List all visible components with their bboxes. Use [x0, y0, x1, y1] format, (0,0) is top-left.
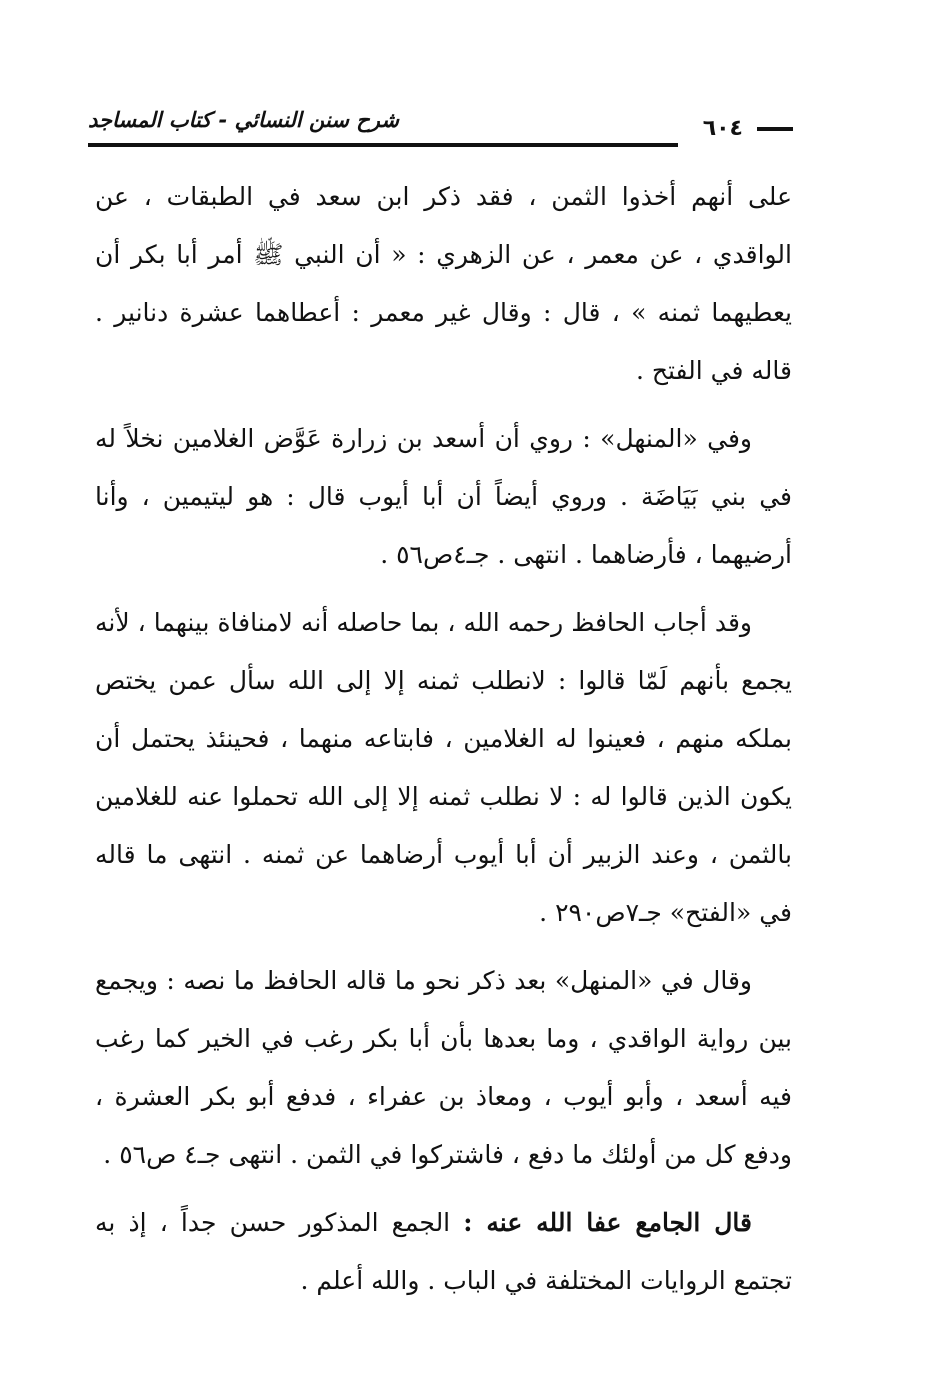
paragraph-3: وقد أجاب الحافظ رحمه الله ، بما حاصله أنه لامنافاة بينهما ، لأنه يجمع بأنهم لَمّا قالوا : لانطلب ثمنه إلا إلى الله سأل عمن يختص بملكه منهم ، فعينوا له الغلامين ، فابتاعه منهما ، فحينئذ يحتمل أن يكون الذين قالوا له : لا نطلب ثمنه إلا إلى الله تحملوا عنه للغلامين بالثمن ، وعند الزبير أن أبا أيوب أرضاهما عن ثمنه . انتهى ما قاله في «الفتح» جـ٧ص٢٩٠ . — [95, 608, 792, 927]
page-number-group — [703, 116, 793, 141]
compiler-note-lead: قال الجامع عفا الله عنه : — [463, 1208, 752, 1237]
compiler-note-text: الجمع المذكور حسن جداً ، إذ به تجتمع الروايات المختلفة في الباب . والله أعلم . — [95, 1208, 792, 1295]
running-title: شرح سنن النسائي - كتاب المساجد — [88, 108, 399, 132]
paragraph-5 — [95, 1194, 792, 1310]
page-number-dash — [757, 127, 793, 131]
paragraph-4: وقال في «المنهل» بعد ذكر نحو ما قاله الحافظ ما نصه : ويجمع بين رواية الواقدي ، وما بعدها بأن أبا بكر رغب في الخير كما رغب فيه أسعد ، وأبو أيوب ، ومعاذ بن عفراء ، فدفع أبو بكر العشرة ، ودفع كل من أولئك ما دفع ، فاشتركوا في الثمن . انتهى جـ٤ ص٥٦ . — [95, 966, 792, 1169]
header-rule — [88, 143, 678, 147]
body-text — [95, 168, 792, 1320]
page-header — [88, 102, 793, 154]
paragraph-1: على أنهم أخذوا الثمن ، فقد ذكر ابن سعد في الطبقات ، عن الواقدي ، عن معمر ، عن الزهري : « أن النبي ﷺ أمر أبا بكر أن يعطيهما ثمنه » ، قال : وقال غير معمر : أعطاهما عشرة دنانير . قاله في الفتح . — [95, 182, 792, 385]
paragraph-2: وفي «المنهل» : روي أن أسعد بن زرارة عَوَّض الغلامين نخلاً له في بني بَيَاضَة . وروي أيضاً أن أبا أيوب قال : هو ليتيمين ، وأنا أرضيهما ، فأرضاهما . انتهى . جـ٤ص٥٦ . — [95, 424, 792, 569]
page-number: ٦٠٤ — [702, 116, 743, 141]
